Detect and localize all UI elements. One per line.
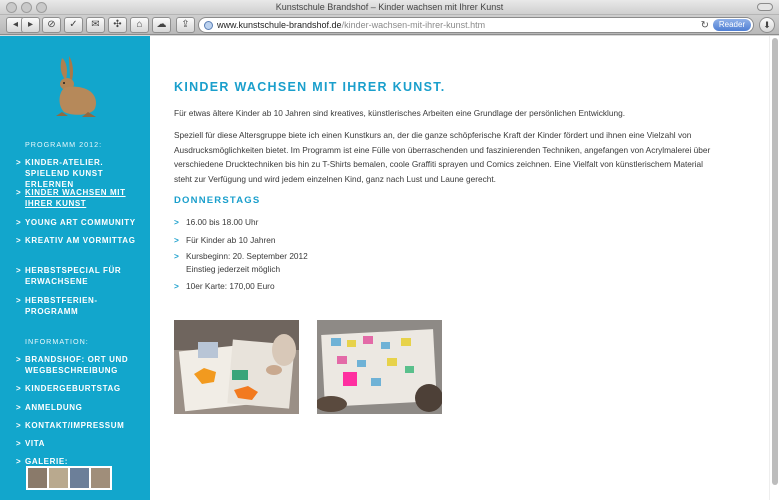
reload-icon[interactable]: ↻ [700,20,709,31]
forward-button[interactable]: ▸ [21,17,40,33]
globe-icon [204,21,213,30]
zoom-window-icon[interactable] [36,2,47,13]
sidebar-heading-programm: PROGRAMM 2012: [25,140,103,149]
body-paragraph: Speziell für diese Altersgruppe biete ich einen Kunstkurs an, der die ganze schöpferische Kraft der Kinder fördert und ihnen eine Vielzahl von Ausdrucksmöglichkeiten bietet. Im Programm ist eine Fülle von überraschenden und faszinierenden Techniken, angefangen von Acrylmalerei über verschiedene Drucktechniken bis hin zu T-Shirts bemalen, coole Graffiti sprayen und Comics zeichnen. Eine Vielfalt von künstlerischem Material steht zur Verfügung und wird jedem einzelnen Kind, ganz nach Lust und Laune gerecht. [174,130,711,184]
list-item: > 10er Karte: 170,00 Euro [174,281,275,291]
home-button[interactable]: ⌂ [130,17,149,33]
mail-button[interactable]: ✉ [86,17,105,33]
sidebar-item-young-art[interactable]: > YOUNG ART COMMUNITY [16,218,136,227]
reader-list-button[interactable]: ⊘ [42,17,61,33]
list-item: > Für Kinder ab 10 Jahren [174,235,276,245]
gallery-thumbnail[interactable] [91,468,110,488]
page-scrollbar[interactable] [769,36,779,500]
sidebar-item-herbstspecial[interactable]: > HERBSTSPECIAL FÜR ERWACHSENE [16,266,122,286]
fullscreen-toggle[interactable] [757,3,773,11]
icloud-button[interactable]: ☁ [152,17,171,33]
gallery-thumbnail[interactable] [28,468,47,488]
sidebar-item-kinder-wachsen[interactable]: > KINDER WACHSEN MIT IHRER KUNST [16,188,126,208]
page-title: KINDER WACHSEN MIT IHRER KUNST. [174,80,446,94]
hare-logo [48,54,100,118]
workshop-photo[interactable] [174,320,299,414]
bookmarks-button[interactable]: ✓ [64,17,83,33]
scrollbar-thumb[interactable] [772,38,778,485]
list-item-note: Einstieg jederzeit möglich [186,264,281,274]
schedule-heading: DONNERSTAGS [174,195,261,206]
sidebar-item-anmeldung[interactable]: > ANMELDUNG [16,403,83,412]
reader-button[interactable]: Reader [713,19,751,31]
window-title: Kunstschule Brandshof – Kinder wachsen mit Ihrer Kunst [275,2,504,12]
url-text[interactable]: www.kunstschule-brandshof.de/kinder-wachsen-mit-ihrer-kunst.htm [217,20,486,30]
gallery-thumbnail[interactable] [70,468,89,488]
window-titlebar [0,0,779,15]
intro-paragraph: Für etwas ältere Kinder ab 10 Jahren sind kreatives, künstlerisches Arbeiten eine Grundlage der persönlichen Entwicklung. [174,108,626,118]
gallery-thumbnails[interactable] [26,466,112,490]
minimize-window-icon[interactable] [21,2,32,13]
gallery-thumbnail[interactable] [49,468,68,488]
extensions-button[interactable]: ✣ [108,17,127,33]
sidebar-item-kontakt[interactable]: > KONTAKT/IMPRESSUM [16,421,125,430]
downloads-button[interactable]: ⬇ [759,17,775,33]
workshop-photo[interactable] [317,320,442,414]
share-button[interactable]: ⇪ [176,17,195,33]
sidebar-item-brandshof[interactable]: > BRANDSHOF: ORT UND WEGBESCHREIBUNG [16,355,129,375]
back-button[interactable]: ◂ [6,17,25,33]
sidebar-item-kinder-atelier[interactable]: > KINDER-ATELIER. SPIELEND KUNST ERLERNEN [16,158,104,189]
address-bar[interactable] [198,17,754,33]
web-page [0,36,779,500]
sidebar-item-kreativ[interactable]: > KREATIV AM VORMITTAG [16,236,136,245]
sidebar-item-vita[interactable]: > VITA [16,439,46,448]
list-item: > Kursbeginn: 20. September 2012 Einstieg jederzeit möglich [174,250,474,276]
sidebar-item-galerie[interactable]: > GALERIE: [16,457,69,466]
sidebar [0,36,150,500]
close-window-icon[interactable] [6,2,17,13]
sidebar-heading-information: INFORMATION: [25,337,89,346]
list-item: > 16.00 bis 18.00 Uhr [174,217,259,227]
browser-toolbar [0,15,779,35]
sidebar-item-herbstferien[interactable]: > HERBSTFERIEN-PROGRAMM [16,296,98,316]
sidebar-item-kindergeburtstag[interactable]: > KINDERGEBURTSTAG [16,384,121,393]
